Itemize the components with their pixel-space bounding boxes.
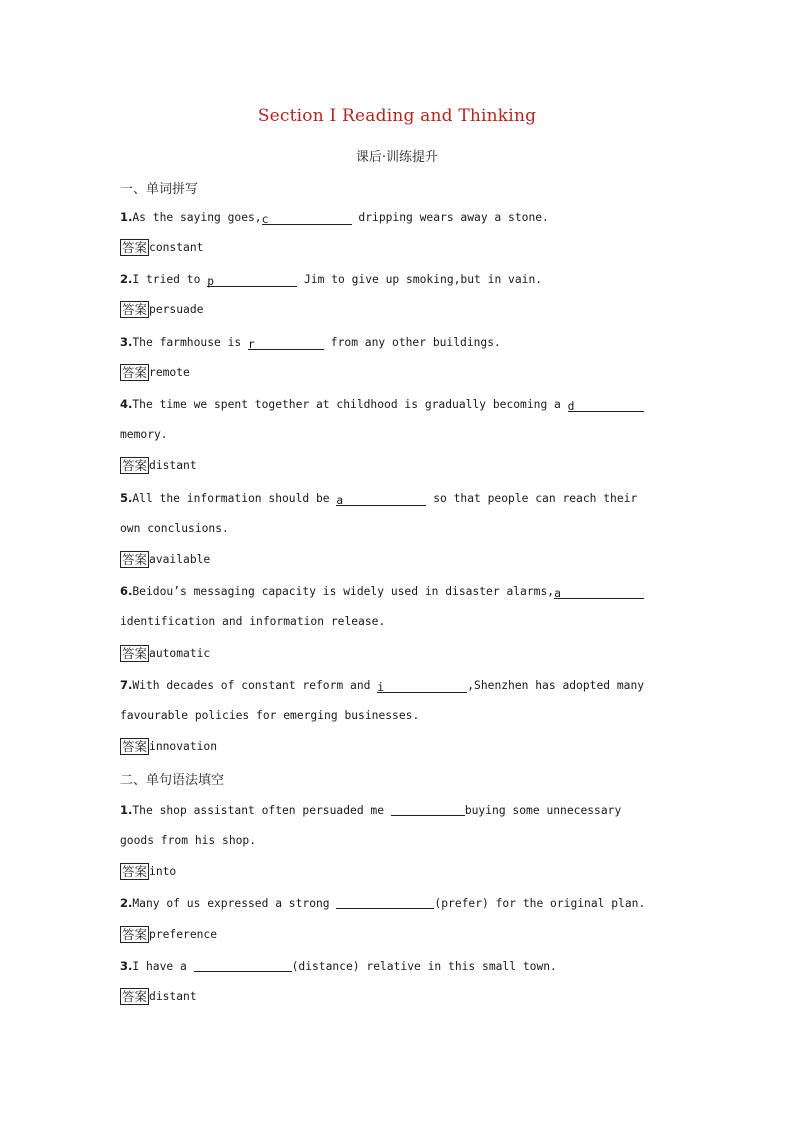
question-line-continued: favourable policies for emerging businesses. (120, 709, 420, 722)
answer-row (120, 301, 203, 318)
answer-blank: r (248, 337, 324, 350)
answer-blank: p (207, 274, 297, 287)
question-line: 6.Beidou’s messaging capacity is widely used in disaster alarms,a (120, 583, 680, 600)
answer-text: distant (149, 459, 197, 472)
section-heading-grammar: 二、单句语法填空 (120, 773, 225, 788)
answer-row (120, 645, 210, 662)
answer-blank: a (554, 586, 644, 599)
answer-blank: a (336, 493, 426, 506)
answer-label-box: 答案 (122, 365, 148, 380)
answer-text: available (149, 553, 211, 566)
answer-label-box: 答案 (122, 739, 148, 754)
answer-label-box: 答案 (122, 302, 148, 317)
question-line: 5.All the information should be a so that people can reach their (120, 491, 638, 507)
answer-row (120, 457, 197, 474)
answer-text: persuade (149, 303, 204, 316)
answer-blank (391, 803, 465, 816)
answer-label-box: 答案 (122, 458, 148, 473)
answer-text: automatic (149, 647, 211, 660)
answer-text: remote (149, 366, 190, 379)
answer-text: into (149, 865, 177, 878)
answer-blank: d (568, 399, 644, 412)
answer-row (120, 926, 217, 943)
answer-row (120, 551, 210, 568)
question-line: 3.I have a (distance) relative in this small town. (120, 959, 557, 973)
question-line: 1.The shop assistant often persuaded me buying some unnecessary (120, 803, 622, 817)
answer-label-box: 答案 (122, 240, 148, 255)
answer-row (120, 239, 203, 256)
question-line: 3.The farmhouse is r from any other buildings. (120, 335, 501, 351)
page-subtitle: 课后·训练提升 (355, 150, 439, 165)
answer-label-box: 答案 (122, 552, 148, 567)
answer-label-box: 答案 (122, 927, 148, 942)
answer-blank (194, 959, 292, 972)
answer-blank: i (377, 680, 467, 693)
answer-row (120, 863, 176, 880)
question-line: 4.The time we spent together at childhood is gradually becoming a d (120, 396, 680, 413)
question-line: 2.I tried to p Jim to give up smoking,but in vain. (120, 272, 543, 288)
answer-text: innovation (149, 740, 218, 753)
answer-label-box: 答案 (122, 864, 148, 879)
answer-blank: c (262, 212, 352, 225)
answer-text: distant (149, 990, 197, 1003)
answer-label-box: 答案 (122, 989, 148, 1004)
question-line: 2.Many of us expressed a strong (prefer) for the original plan. (120, 896, 646, 910)
answer-label-box: 答案 (122, 646, 148, 661)
answer-text: preference (149, 928, 218, 941)
answer-row (120, 988, 197, 1005)
question-line-continued: goods from his shop. (120, 834, 257, 847)
question-line: 7.With decades of constant reform and i ,Shenzhen has adopted many (120, 678, 645, 694)
section-heading-spelling: 一、单词拼写 (120, 182, 199, 197)
answer-text: constant (149, 241, 204, 254)
answer-row (120, 364, 190, 381)
question-line-continued: memory. (120, 428, 168, 441)
answer-blank (336, 896, 434, 909)
question-line: 1.As the saying goes,c dripping wears away a stone. (120, 210, 549, 226)
question-line-continued: own conclusions. (120, 522, 229, 535)
page-title: Section Ⅰ Reading and Thinking (257, 106, 537, 126)
question-line-continued: identification and information release. (120, 615, 386, 628)
answer-row (120, 738, 217, 755)
